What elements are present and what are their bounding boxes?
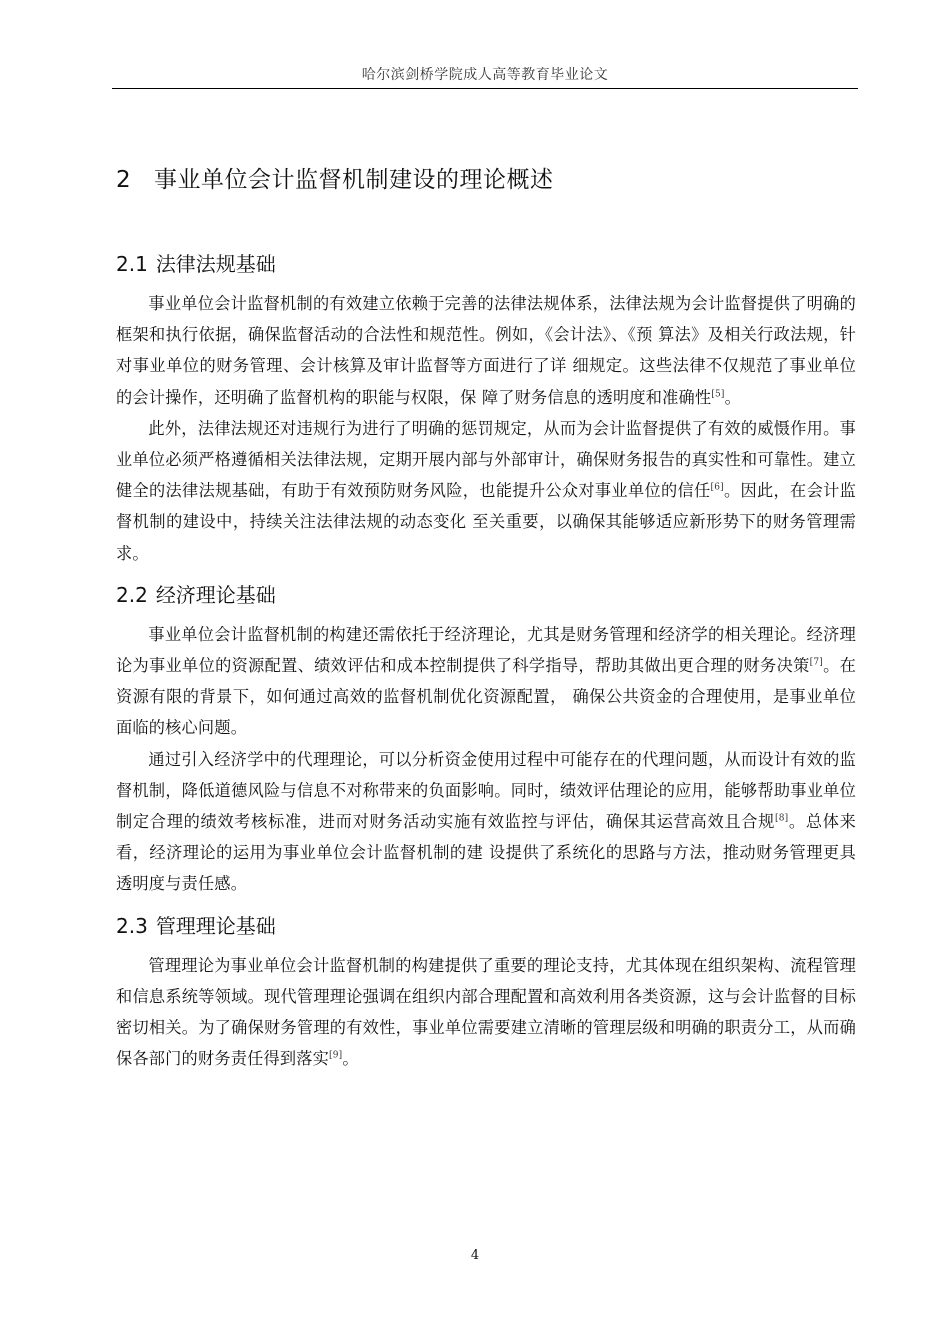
section-number: 2.1 [116,252,148,276]
paragraph [116,744,856,900]
paragraph-text-continued: 。 [342,1049,359,1069]
paragraph-text: 事业单位会计监督机制的有效建立依赖于完善的法律法规体系，法律法规为会计监督提供了明确的框架和执行依据，确保监督活动的合法性和规范性。例如，《会计法》、《预 算法》及相关行政法规，针对事业单位的财务管理、会计核算及审计监督等方面进行了详 细规定。这些法律不仅规范了事业单位的会计操作，还明确了监督机构的职能与权限，保 障了财务信息的透明度和准确性 [116,294,856,407]
section-title-text: 法律法规基础 [155,252,276,276]
paragraph-text: 此外，法律法规还对违规行为进行了明确的惩罚规定，从而为会计监督提供了有效的威慑作用。事业单位必须严格遵循相关法律法规，定期开展内部与外部审计，确保财务报告的真实性和可靠性。建立健全的法律法规基础，有助于有效预防财务风险，也能提升公众对事业单位的信任 [116,418,856,501]
chapter-number: 2 [116,167,132,193]
citation-marker: [6] [710,482,724,493]
page-content [116,150,856,1074]
section-number: 2.3 [116,913,148,938]
section-title-text: 经济理论基础 [155,582,276,607]
paragraph [116,950,856,1075]
chapter-title-text: 事业单位会计监督机制建设的理论概述 [154,167,554,193]
section-title-text: 管理理论基础 [155,913,276,938]
paragraph-text: 事业单位会计监督机制的构建还需依托于经济理论，尤其是财务管理和经济学的相关理论。经济理论为事业单位的资源配置、绩效评估和成本控制提供了科学指导，帮助其做出更合理的财务决策 [116,624,856,676]
paragraph [116,288,856,413]
paragraph-text: 管理理论为事业单位会计监督机制的构建提供了重要的理论支持，尤其体现在组织架构、流程管理和信息系统等领域。现代管理理论强调在组织内部合理配置和高效利用各类资源，这与会计监督的目标密切相关。为了确保财务管理的有效性，事业单位需要建立清晰的管理层级和明确的职责分工，从而确保各部门的财务责任得到落实 [116,955,856,1069]
citation-marker: [5] [711,389,725,400]
paragraph-text-continued: 。总体来看，经济理论的运用为事业单位会计监督机制的建 设提供了系统化的思路与方法，推动财务管理更具透明度与责任感。 [116,812,856,894]
header-rule [112,88,858,89]
citation-marker: [9] [329,1050,343,1061]
section-heading-2-2 [116,577,856,613]
chapter-title [116,160,856,200]
paragraph [116,413,856,569]
paragraph-text-continued: 。在资源有限的背景下，如何通过高效的监督机制优化资源配置， 确保公共资金的合理使用，是事业单位面临的核心问题。 [116,656,856,738]
paragraph-text-continued: 。因此，在会计监督机制的建设中，持续关注法律法规的动态变化 至关重要，以确保其能够适应新形势下的财务管理需求。 [116,481,856,563]
page-number: 4 [470,1248,480,1263]
paragraph-text-continued: 。 [724,387,742,407]
paragraph [116,619,856,744]
citation-marker: [7] [809,657,823,668]
citation-marker: [8] [775,813,789,824]
section-number: 2.2 [116,582,148,607]
running-header: 哈尔滨剑桥学院成人高等教育毕业论文 [361,67,609,83]
section-heading-2-1 [116,246,856,282]
section-heading-2-3 [116,908,856,944]
paragraph-text: 通过引入经济学中的代理理论，可以分析资金使用过程中可能存在的代理问题，从而设计有效的监督机制，降低道德风险与信息不对称带来的负面影响。同时，绩效评估理论的应用，能够帮助事业单位制定合理的绩效考核标准，进而对财务活动实施有效监控与评估，确保其运营高效且合规 [116,749,856,832]
